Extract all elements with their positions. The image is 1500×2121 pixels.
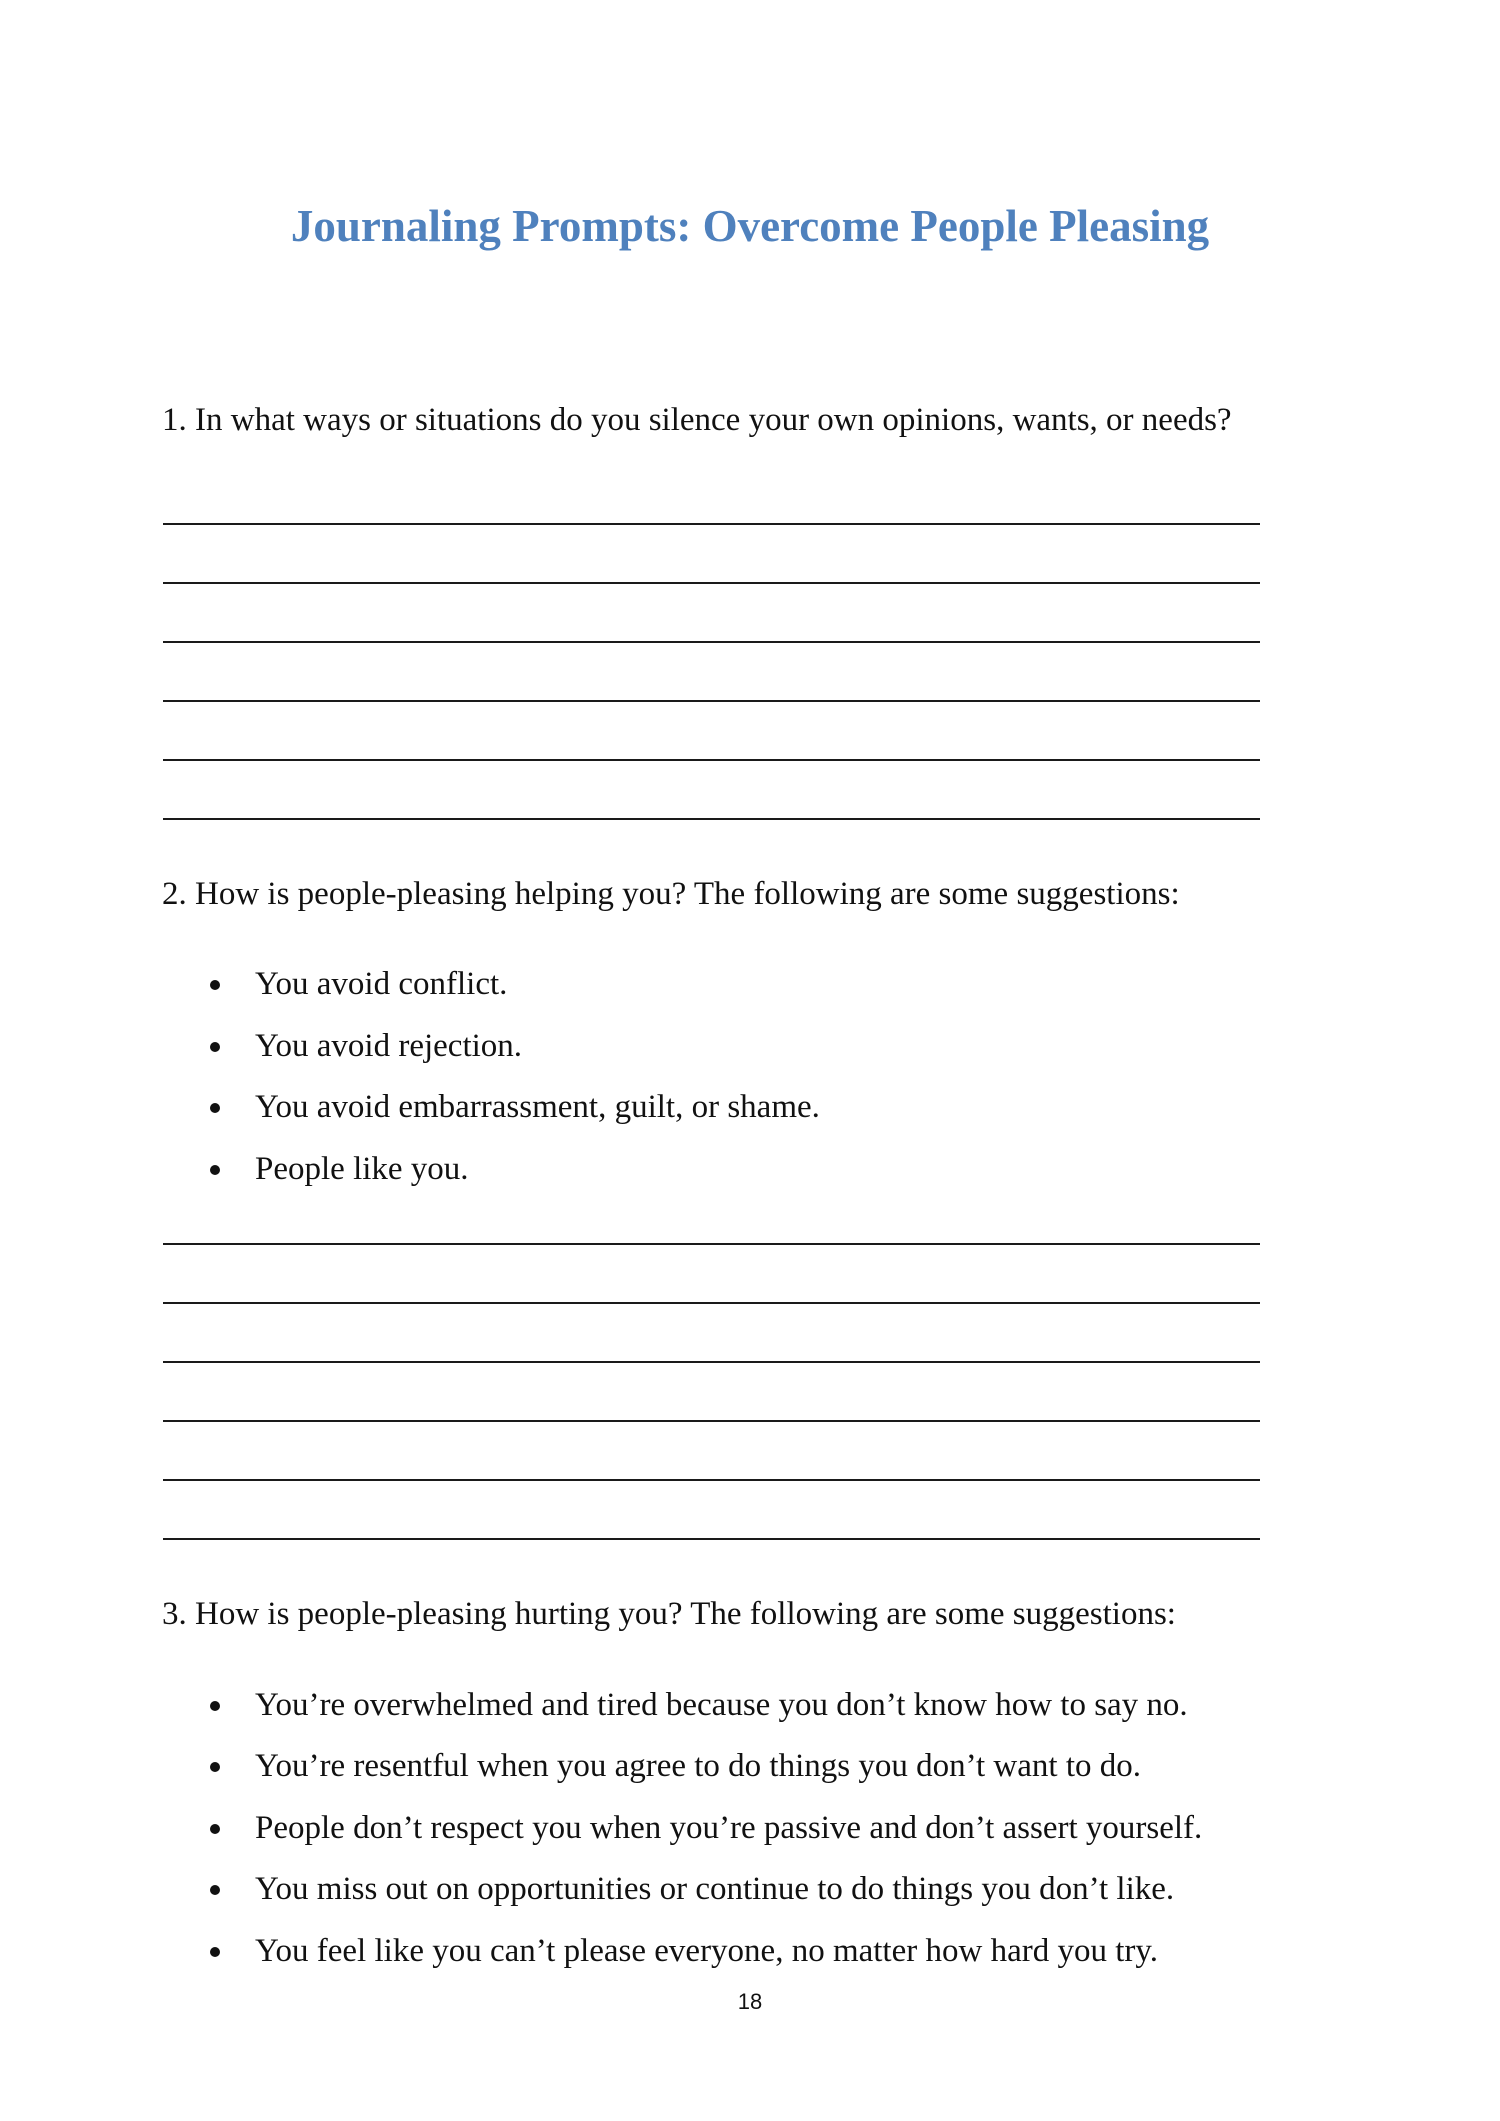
answer-line[interactable] bbox=[163, 1361, 1260, 1363]
answer-line[interactable] bbox=[163, 1243, 1260, 1245]
bullet-icon bbox=[210, 1165, 220, 1175]
suggestion-text: You’re resentful when you agree to do things you don’t want to do. bbox=[255, 1748, 1141, 1784]
bullet-icon bbox=[210, 1947, 220, 1957]
answer-line[interactable] bbox=[163, 818, 1260, 820]
answer-line[interactable] bbox=[163, 700, 1260, 702]
answer-line[interactable] bbox=[163, 1479, 1260, 1481]
suggestion-text: People like you. bbox=[255, 1151, 469, 1187]
answer-line[interactable] bbox=[163, 582, 1260, 584]
answer-line[interactable] bbox=[163, 1302, 1260, 1304]
answer-line[interactable] bbox=[163, 1420, 1260, 1422]
page-number: 18 bbox=[737, 1989, 763, 2014]
question-3: 3. How is people-pleasing hurting you? The following are some suggestions: bbox=[162, 1596, 1176, 1632]
bullet-icon bbox=[210, 1103, 220, 1113]
question-1: 1. In what ways or situations do you silence your own opinions, wants, or needs? bbox=[162, 402, 1232, 438]
bullet-icon bbox=[210, 1701, 220, 1711]
answer-line[interactable] bbox=[163, 759, 1260, 761]
suggestion-text: You avoid rejection. bbox=[255, 1028, 523, 1064]
suggestion-text: You avoid embarrassment, guilt, or shame. bbox=[255, 1089, 820, 1125]
bullet-icon bbox=[210, 1824, 220, 1834]
suggestion-text: People don’t respect you when you’re passive and don’t assert yourself. bbox=[255, 1810, 1203, 1846]
answer-line[interactable] bbox=[163, 523, 1260, 525]
bullet-icon bbox=[210, 1762, 220, 1772]
suggestion-text: You’re overwhelmed and tired because you don’t know how to say no. bbox=[255, 1687, 1188, 1723]
bullet-icon bbox=[210, 1042, 220, 1052]
page-title: Journaling Prompts: Overcome People Pleasing bbox=[290, 201, 1210, 251]
answer-line[interactable] bbox=[163, 1538, 1260, 1540]
bullet-icon bbox=[210, 980, 220, 990]
bullet-icon bbox=[210, 1885, 220, 1895]
suggestion-text: You feel like you can’t please everyone, no matter how hard you try. bbox=[255, 1933, 1158, 1969]
question-2: 2. How is people-pleasing helping you? The following are some suggestions: bbox=[162, 876, 1180, 912]
suggestion-text: You avoid conflict. bbox=[255, 966, 508, 1002]
answer-line[interactable] bbox=[163, 641, 1260, 643]
suggestion-text: You miss out on opportunities or continue to do things you don’t like. bbox=[255, 1871, 1175, 1907]
